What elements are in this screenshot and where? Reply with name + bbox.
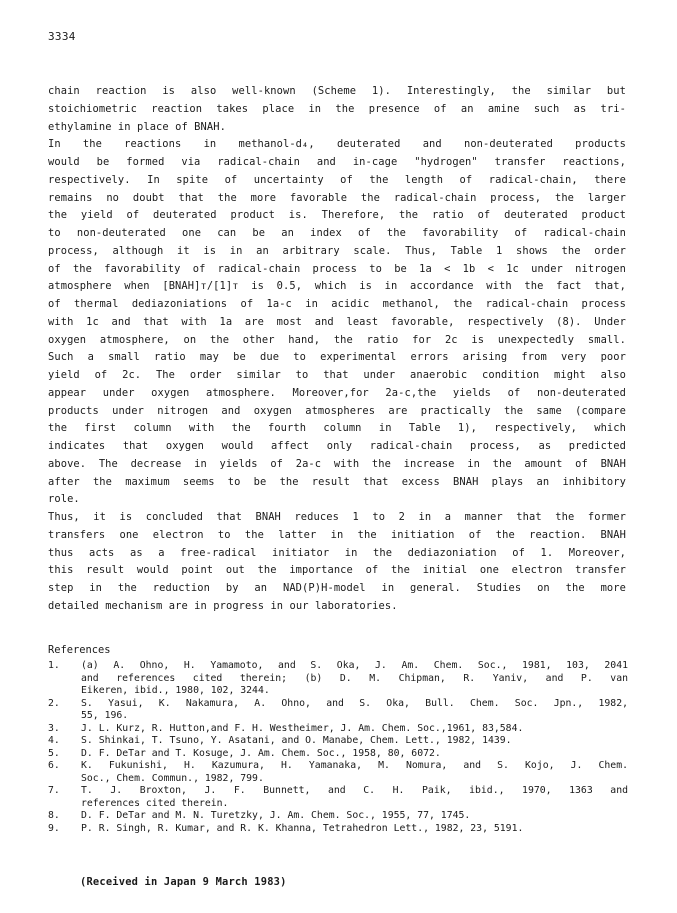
reference-line: J. L. Kurz, R. Hutton,and F. H. Westheimer, J. Am. Chem. Soc.,1961, 83,584. [81,722,524,734]
reference-number: 5. [48,747,60,759]
reference-line: T. J. Broxton, J. F. Bunnett, and C. H. Paik, ibid., 1970, 1363 and [81,785,628,796]
reference-number: 6. [48,760,60,771]
page-number: 3334 [48,30,76,43]
reference-text [81,823,628,836]
reference-line: Eikeren, ibid., 1980, 102, 3244. [81,685,270,696]
reference-line: Soc., Chem. Commun., 1982, 799. [81,772,264,784]
text-line: chain reaction is also well-known (Scheme 1). Interestingly, the similar but [48,85,626,97]
text-line: step in the reduction by an NAD(P)H-model in general. Studies on the more [48,582,626,594]
reference-line: S. Shinkai, T. Tsuno, Y. Asatani, and O. Manabe, Chem. Lett., 1982, 1439. [81,735,512,746]
reference-item [48,723,628,736]
text-line: thus acts as a free-radical initiator in the dediazoniation of 1. Moreover, [48,546,626,559]
reference-number: 4. [48,735,60,746]
text-line: products under nitrogen and oxygen atmospheres are practically the same (compare [48,404,626,417]
references-section [48,643,628,835]
text-line: with 1c and that with 1a are most and least favorable, respectively (8). Under [48,315,626,328]
text-line: oxygen atmosphere, on the other hand, the ratio for 2c is unexpectedly small. [48,333,626,346]
reference-item [48,735,628,748]
reference-text [81,735,628,748]
reference-number: 1. [48,660,60,671]
reference-item [48,748,628,761]
text-line: the first column with the fourth column in Table 1), respectively, which [48,422,626,435]
text-line: respectively. In spite of uncertainty of the length of radical-chain, there [48,173,626,186]
text-line: indicates that oxygen would affect only radical-chain process, as predicted [48,440,626,452]
reference-line: (a) A. Ohno, H. Yamamoto, and S. Oka, J. Am. Chem. Soc., 1981, 103, 2041 [81,660,628,671]
text-line: the yield of deuterated product is. Therefore, the ratio of deuterated product [48,209,626,222]
text-line: of thermal dediazoniations of 1a-c in acidic methanol, the radical-chain process [48,298,626,310]
reference-text [81,748,628,761]
reference-text [81,760,628,785]
reference-text [81,723,628,736]
reference-line: references cited therein. [81,797,229,809]
text-line: after the maximum seems to be the result that excess BNAH plays an inhibitory [48,475,626,488]
reference-item [48,785,628,810]
text-line: yield of 2c. The order similar to that under anaerobic condition might also [48,369,626,381]
text-line: appear under oxygen atmosphere. Moreover,for 2a-c,the yields of non-deuterated [48,386,626,399]
reference-number: 3. [48,722,60,734]
reference-text [81,810,628,823]
text-line: process, although it is in an arbitrary scale. Thus, Table 1 shows the order [48,244,626,257]
references-heading: References [48,644,111,656]
text-line: Such a small ratio may be due to experimental errors arising from very poor [48,351,626,364]
text-line: would be formed via radical-chain and in-cage "hydrogen" transfer reactions, [48,156,626,168]
reference-text [81,660,628,698]
paragraph [48,136,626,509]
reference-line: D. F. DeTar and M. N. Turetzky, J. Am. Chem. Soc., 1955, 77, 1745. [81,810,471,821]
reference-line: K. Fukunishi, H. Kazumura, H. Yamanaka, M. Nomura, and S. Kojo, J. Chem. [81,760,628,771]
text-line: atmosphere when [BNAH]ᴛ/[1]ᴛ is 0.5, which is in accordance with the fact that, [48,280,626,293]
reference-line: S. Yasui, K. Nakamura, A. Ohno, and S. Oka, Bull. Chem. Soc. Jpn., 1982, [81,697,628,709]
text-line: to non-deuterated one can be an index of the favorability of radical-chain [48,227,626,239]
text-line: stoichiometric reaction takes place in the presence of an amine such as tri- [48,102,626,115]
reference-text [81,698,628,723]
text-line: of the favorability of radical-chain process to be 1a < 1b < 1c under nitrogen [48,262,626,275]
reference-line: D. F. DeTar and T. Kosuge, J. Am. Chem. Soc., 1958, 80, 6072. [81,747,441,759]
reference-number: 8. [48,810,60,821]
reference-number: 7. [48,785,60,796]
reference-line: 55, 196. [81,710,129,721]
reference-list [48,660,628,835]
text-line: transfers one electron to the latter in the initiation of the reaction. BNAH [48,528,626,541]
text-line: Thus, it is concluded that BNAH reduces 1 to 2 in a manner that the former [48,511,626,523]
text-line: ethylamine in place of BNAH. [48,120,226,133]
text-line: above. The decrease in yields of 2a-c with the increase in the amount of BNAH [48,457,626,470]
reference-number: 9. [48,822,60,834]
text-line: detailed mechanism are in progress in our laboratories. [48,599,398,612]
paragraph [48,509,626,616]
text-line: role. [48,493,80,506]
reference-item [48,760,628,785]
reference-number: 2. [48,697,60,709]
reference-line: and references cited therein; (b) D. M. Chipman, R. Yaniv, and P. van [81,672,628,684]
body-text [48,83,626,616]
reference-text [81,785,628,810]
paragraph [48,83,626,136]
reference-item [48,810,628,823]
received-date: (Received in Japan 9 March 1983) [80,876,287,888]
reference-item [48,823,628,836]
reference-line: P. R. Singh, R. Kumar, and R. K. Khanna, Tetrahedron Lett., 1982, 23, 5191. [81,822,524,834]
text-line: this result would point out the importance of the initial one electron transfer [48,564,626,577]
reference-item [48,660,628,698]
text-line: In the reactions in methanol-d₄, deuterated and non-deuterated products [48,138,626,151]
text-line: remains no doubt that the more favorable the radical-chain process, the larger [48,191,626,204]
reference-item [48,698,628,723]
